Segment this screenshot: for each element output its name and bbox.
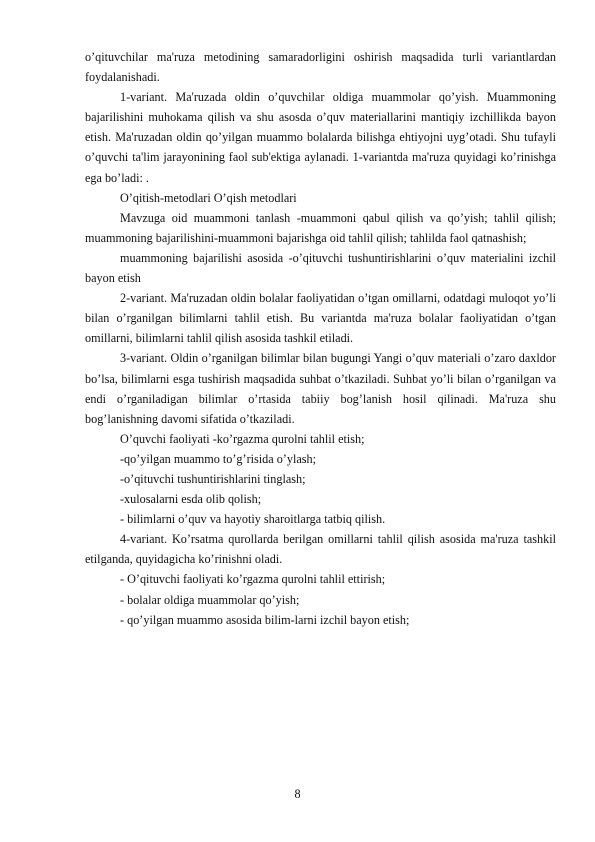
list-item: - qo’yilgan muammo asosida bilim-larni izchil bayon etish; <box>120 612 410 627</box>
document-body <box>85 47 556 630</box>
paragraph-intro: o’qituvchilar ma'ruza metodining samaradorligini oshirish maqsadida turli variantlardan foydalanishadi. <box>85 50 556 85</box>
page-number: 8 <box>294 787 301 801</box>
list-item: -o’qituvchi tushuntirishlarini tinglash; <box>120 471 306 486</box>
paragraph-variant-1: 1-variant. Ma'ruzada oldin o’quvchilar oldiga muammolar qo’yish. Muammoning bajarilishini muhokama qilish va shu asosda o’quv materiallarini mantiqiy izchillikda bayon etish. Ma'ruzadan oldin qo’yilgan muammo bolalarda bilishga ehtiyojni uyg’otadi. Shu tufayli o’quvchi ta'lim jarayonining faol sub'ektiga aylanadi. 1-variantda ma'ruza quyidagi ko’rinishga ega bo’ladi: . <box>85 90 556 185</box>
list-item: - bilimlarni o’quv va hayotiy sharoitlarga tatbiq qilish. <box>120 512 386 527</box>
paragraph-methods-heading: O’qitish-metodlari O’qish metodlari <box>120 190 297 205</box>
paragraph-variant-3: 3-variant. Oldin o’rganilgan bilimlar bilan bugungi Yangi o’quv materiali o’zaro daxldor bo’lsa, bilimlarni esga tushirish maqsadida suhbat o’tkaziladi. Suhbat yo’li bilan o’rganilgan va endi o’rganiladigan bilimlar o’rtasida tabiiy bog’lanish hosil qilinadi. Ma'ruza shu bog’lanishning davomi sifatida o’tkaziladi. <box>85 351 556 426</box>
paragraph-variant-2: 2-variant. Ma'ruzadan oldin bolalar faoliyatidan o’tgan omillarni, odatdagi muloqot yo’li bilan o’rganilgan bilimlarni tahlil etish. Bu variantda ma'ruza bolalar faoliyatidan o’tgan omillarni, bilimlarni tahlil qilish asosida tashkil etiladi. <box>85 291 556 346</box>
list-item: O’quvchi faoliyati -ko’rgazma qurolni tahlil etish; <box>120 431 365 446</box>
list-item: -qo’yilgan muammo to’g’risida o’ylash; <box>120 451 316 466</box>
paragraph-problem-solution: muammoning bajarilishi asosida -o’qituvchi tushuntirishlarini o’quv materialini izchil bayon etish <box>85 250 556 286</box>
paragraph-problem-selection: Mavzuga oid muammoni tanlash -muammoni qabul qilish va qo’yish; tahlil qilish; muammoning bajarilishini-muammoni bajarishga oid tahlil qilish; tahlilda faol qatnashish; <box>85 210 556 245</box>
list-item: - bolalar oldiga muammolar qo’yish; <box>120 592 300 607</box>
list-item: - O’qituvchi faoliyati ko’rgazma qurolni tahlil ettirish; <box>120 572 386 587</box>
list-item: -xulosalarni esda olib qolish; <box>120 492 262 507</box>
paragraph-variant-4: 4-variant. Ko’rsatma qurollarda berilgan omillarni tahlil qilish asosida ma'ruza tashkil etilganda, quyidagicha ko’rinishni oladi. <box>85 532 556 567</box>
